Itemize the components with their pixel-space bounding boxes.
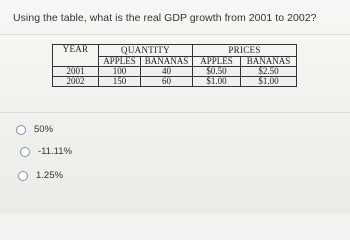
option-50-percent[interactable] [16, 124, 53, 135]
divider [0, 34, 350, 35]
year-header: YEAR [53, 45, 99, 57]
option-1-25-percent[interactable] [18, 170, 63, 181]
option-label: -11.11% [38, 146, 72, 157]
gdp-table [52, 44, 297, 87]
quantity-bananas-cell: 40 [141, 67, 193, 77]
table-row [53, 77, 297, 87]
price-apples-cell: $0.50 [193, 67, 241, 77]
radio-button[interactable] [16, 125, 26, 135]
price-bananas-header: BANANAS [241, 57, 297, 67]
quantity-bananas-cell: 60 [141, 77, 193, 87]
year-header-spacer [53, 57, 99, 67]
year-cell: 2002 [53, 77, 99, 87]
quantity-apples-header: APPLES [99, 57, 141, 67]
quantity-header: QUANTITY [99, 45, 193, 57]
prices-header: PRICES [193, 45, 297, 57]
radio-button[interactable] [20, 147, 30, 157]
price-apples-cell: $1.00 [193, 77, 241, 87]
price-bananas-cell: $1.00 [241, 77, 297, 87]
divider [0, 112, 350, 113]
price-apples-header: APPLES [193, 57, 241, 67]
table-row [53, 67, 297, 77]
quantity-apples-cell: 150 [99, 77, 141, 87]
price-bananas-cell: $2.50 [241, 67, 297, 77]
option-label: 1.25% [36, 170, 63, 181]
option-negative-11-11-percent[interactable] [20, 146, 72, 157]
question-text: Using the table, what is the real GDP growth from 2001 to 2002? [13, 12, 317, 24]
radio-button[interactable] [18, 171, 28, 181]
quantity-bananas-header: BANANAS [141, 57, 193, 67]
option-label: 50% [34, 124, 54, 135]
year-cell: 2001 [53, 67, 99, 77]
quantity-apples-cell: 100 [99, 67, 141, 77]
